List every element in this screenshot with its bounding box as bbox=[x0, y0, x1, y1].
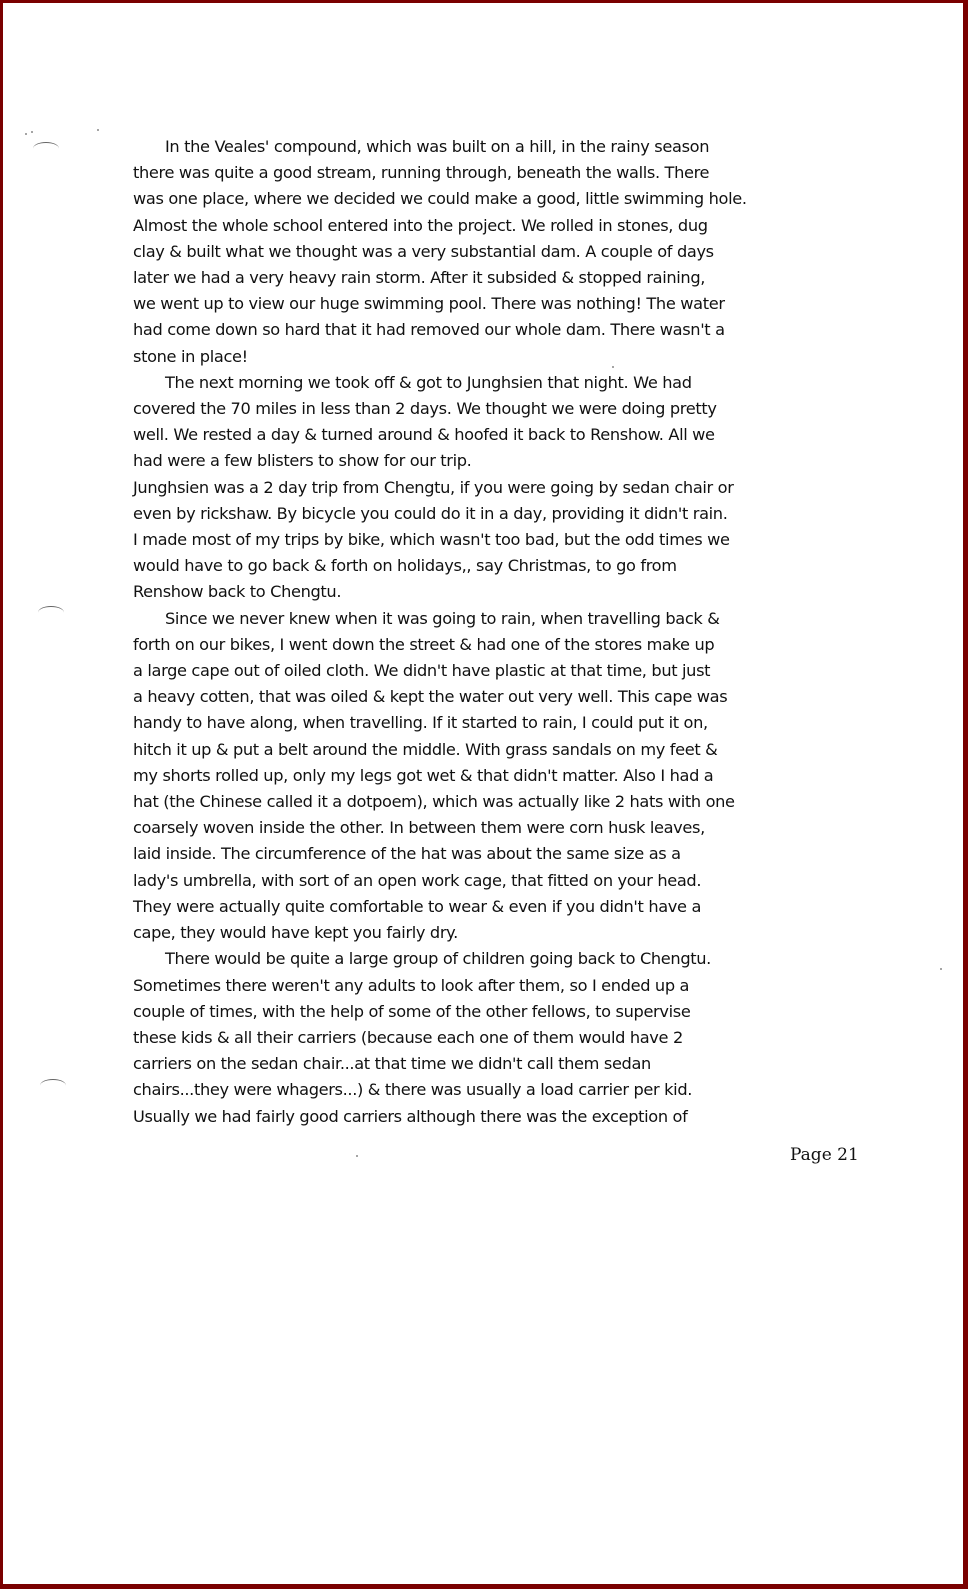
text-line: hitch it up & put a belt around the middle. With grass sandals on my feet & bbox=[133, 739, 718, 759]
text-line: The next morning we took off & got to Junghsien that night. We had bbox=[165, 372, 692, 392]
punch-hole-mark-top bbox=[33, 142, 59, 155]
text-line: forth on our bikes, I went down the street & had one of the stores make up bbox=[133, 634, 715, 654]
paragraph-5 bbox=[133, 946, 813, 1129]
paragraph-3 bbox=[133, 475, 813, 606]
text-line: Junghsien was a 2 day trip from Chengtu, if you were going by sedan chair or bbox=[133, 477, 734, 497]
paragraph-2 bbox=[133, 370, 813, 475]
text-line: was one place, where we decided we could make a good, little swimming hole. bbox=[133, 189, 747, 209]
scan-speck bbox=[25, 133, 27, 135]
text-line: had were a few blisters to show for our trip. bbox=[133, 451, 472, 471]
text-line: hat (the Chinese called it a dotpoem), which was actually like 2 hats with one bbox=[133, 792, 735, 812]
text-line: lady's umbrella, with sort of an open work cage, that fitted on your head. bbox=[133, 870, 702, 890]
text-line: couple of times, with the help of some of the other fellows, to supervise bbox=[133, 1001, 691, 1021]
paragraph-1 bbox=[133, 134, 813, 370]
text-line: clay & built what we thought was a very substantial dam. A couple of days bbox=[133, 241, 714, 261]
scan-speck bbox=[97, 129, 99, 131]
text-line: had come down so hard that it had removed our whole dam. There wasn't a bbox=[133, 320, 725, 340]
text-line: I made most of my trips by bike, which wasn't too bad, but the odd times we bbox=[133, 530, 730, 550]
text-line: Since we never knew when it was going to rain, when travelling back & bbox=[165, 608, 720, 628]
text-line: Sometimes there weren't any adults to look after them, so I ended up a bbox=[133, 975, 690, 995]
page-number: Page 21 bbox=[790, 1145, 859, 1165]
text-line: handy to have along, when travelling. If it started to rain, I could put it on, bbox=[133, 713, 708, 733]
text-line: well. We rested a day & turned around & hoofed it back to Renshow. All we bbox=[133, 425, 715, 445]
text-line: There would be quite a large group of children going back to Chengtu. bbox=[165, 949, 711, 969]
text-line: laid inside. The circumference of the hat was about the same size as a bbox=[133, 844, 681, 864]
paragraph-4 bbox=[133, 606, 813, 947]
text-line: In the Veales' compound, which was built on a hill, in the rainy season bbox=[165, 137, 710, 156]
punch-hole-mark-middle bbox=[38, 606, 64, 619]
text-line: my shorts rolled up, only my legs got wet & that didn't matter. Also I had a bbox=[133, 765, 714, 785]
text-line: Almost the whole school entered into the project. We rolled in stones, dug bbox=[133, 215, 708, 235]
text-line: these kids & all their carriers (because each one of them would have 2 bbox=[133, 1027, 683, 1047]
text-line: Usually we had fairly good carriers although there was the exception of bbox=[133, 1106, 688, 1126]
text-line: stone in place! bbox=[133, 346, 248, 366]
text-line: we went up to view our huge swimming pool. There was nothing! The water bbox=[133, 294, 725, 314]
text-line: Renshow back to Chengtu. bbox=[133, 582, 342, 602]
text-line: would have to go back & forth on holidays,, say Christmas, to go from bbox=[133, 556, 677, 576]
scan-speck bbox=[31, 131, 33, 133]
text-line: coarsely woven inside the other. In between them were corn husk leaves, bbox=[133, 818, 705, 838]
text-line: covered the 70 miles in less than 2 days. We thought we were doing pretty bbox=[133, 399, 717, 419]
text-line: chairs...they were whagers...) & there was usually a load carrier per kid. bbox=[133, 1080, 693, 1100]
text-line: They were actually quite comfortable to wear & even if you didn't have a bbox=[133, 896, 702, 916]
punch-hole-mark-bottom bbox=[40, 1079, 66, 1092]
text-line: a heavy cotten, that was oiled & kept the water out very well. This cape was bbox=[133, 687, 728, 707]
text-line: later we had a very heavy rain storm. After it subsided & stopped raining, bbox=[133, 268, 706, 288]
scan-speck bbox=[940, 968, 942, 970]
document-body bbox=[133, 134, 813, 1130]
text-line: carriers on the sedan chair...at that time we didn't call them sedan bbox=[133, 1054, 651, 1074]
text-line: cape, they would have kept you fairly dry. bbox=[133, 923, 458, 943]
text-line: even by rickshaw. By bicycle you could do it in a day, providing it didn't rain. bbox=[133, 503, 728, 523]
text-line: there was quite a good stream, running through, beneath the walls. There bbox=[133, 163, 710, 183]
text-line: a large cape out of oiled cloth. We didn't have plastic at that time, but just bbox=[133, 661, 711, 681]
scan-speck bbox=[356, 1155, 358, 1157]
